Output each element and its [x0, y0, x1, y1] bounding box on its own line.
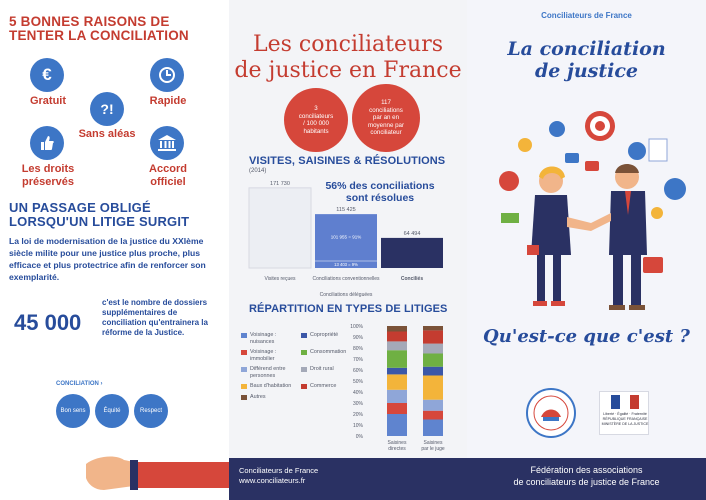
stack-segment-1-8 — [423, 326, 443, 330]
hand-shape — [86, 457, 134, 490]
stack-category-label2-0: directes — [388, 446, 406, 452]
stack-segment-0-7 — [387, 332, 407, 342]
reason-droits-preserves: Les droits préservés — [21, 163, 75, 188]
legend-label: Autres — [250, 393, 266, 400]
stack-segment-0-5 — [387, 350, 407, 368]
bubble-respect[interactable]: Respect — [134, 394, 168, 428]
stack-segment-1-2 — [423, 400, 443, 411]
briefcase-icon — [643, 257, 663, 273]
legend-item — [241, 394, 301, 401]
handshake-illustration — [487, 105, 697, 315]
stack-segment-0-6 — [387, 341, 407, 350]
visits-bar-chart — [243, 180, 455, 298]
list-icon — [499, 171, 519, 191]
legend-swatch — [301, 384, 307, 389]
bar-category-label-1: Conciliations conventionnelles — [312, 276, 380, 282]
legend-label: Copropriété — [310, 332, 339, 338]
document-icon — [649, 139, 667, 161]
legend-swatch — [241, 333, 247, 338]
stack-category-label-0: Saisines — [387, 440, 407, 446]
panel-stats — [229, 0, 467, 500]
footer-org-name: Conciliateurs de France — [239, 466, 319, 475]
stack-ytick-label-1: 90% — [352, 335, 363, 341]
section2-title: RÉPARTITION EN TYPES DE LITIGES — [249, 303, 448, 315]
bar-sub-label: Conciliations déléguées — [319, 292, 373, 298]
stats-footer — [229, 458, 467, 500]
stack-segment-0-2 — [387, 390, 407, 403]
law-text: La loi de modernisation de la justice du XXIème siècle milite pour une justice plus proche, plus efficace et plus protectrice afin de renforcer son exemplarité. — [9, 236, 206, 282]
stack-ytick-label-10: 0% — [355, 434, 363, 440]
stack-category-label2-1: par le juge — [421, 446, 445, 452]
stack-ytick-label-8: 20% — [352, 412, 363, 418]
stack-segment-1-7 — [423, 330, 443, 343]
conciliation-link[interactable]: CONCILIATION › — [56, 381, 103, 387]
stack-segment-1-1 — [423, 411, 443, 420]
federation-seal-logo — [525, 387, 577, 439]
bubble-equite[interactable]: Équité — [95, 394, 129, 428]
reason-rapide: Rapide — [149, 95, 187, 107]
legend-item — [241, 332, 301, 345]
stack-ytick-label-6: 40% — [352, 390, 363, 396]
legend-label: Consommation — [310, 349, 347, 355]
big-number-text: c'est le nombre de dossiers supplémentaires de conciliation qu'entrainera la réforme de la Justice. — [102, 298, 208, 337]
bar-category-label-2: Conciliés — [400, 276, 424, 282]
stack-segment-1-6 — [423, 344, 443, 354]
sleeve-shape — [134, 462, 229, 488]
bar-value-label-1: 115 425 — [336, 207, 356, 214]
stack-segment-1-0 — [423, 420, 443, 437]
stack-ytick-label-5: 50% — [352, 379, 363, 385]
chat-icon — [565, 153, 579, 163]
stats-title: Les conciliateurs de justice en France — [234, 32, 462, 83]
stack-segment-0-1 — [387, 403, 407, 414]
resolution-headline: 56% des conciliations sont résolues — [325, 180, 435, 204]
thumbs-up-icon — [30, 126, 64, 160]
stack-segment-1-4 — [423, 367, 443, 376]
section1-title: VISITES, SAISINES & RÉSOLUTIONS — [249, 155, 446, 167]
gear-icon — [651, 207, 663, 219]
money-icon — [501, 213, 519, 223]
bar-inner-label-1: 13 403 = 9% — [334, 262, 358, 267]
ministry-text: Liberté · Égalité · Fraternité RÉPUBLIQUE FRANÇAISE MINISTÈRE DE LA JUSTICE — [601, 412, 649, 426]
panel-reasons — [0, 0, 229, 500]
passage-title: UN PASSAGE OBLIGÉ LORSQU'UN LITIGE SURGIT — [9, 200, 190, 229]
legend-swatch — [241, 367, 247, 372]
courthouse-icon — [150, 126, 184, 160]
chart-icon — [628, 142, 646, 160]
panel-cover — [467, 0, 706, 500]
cover-title: La conciliation de justice — [507, 38, 666, 82]
reason-sans-aleas: Sans aléas — [78, 128, 136, 140]
stack-category-label-1: Saisines — [423, 440, 443, 446]
bar-value-label-0: 171 730 — [270, 180, 290, 187]
section1-year: (2014) — [249, 168, 267, 174]
stack-segment-0-4 — [387, 368, 407, 375]
stack-ytick-label-3: 70% — [352, 357, 363, 363]
litiges-stacked-chart — [347, 318, 459, 456]
stack-segment-1-5 — [423, 354, 443, 367]
stack-ytick-label-9: 10% — [352, 423, 363, 429]
legend-swatch — [301, 333, 307, 338]
legend-item — [241, 349, 301, 362]
org-header: Conciliateurs de France — [541, 11, 632, 20]
bar-inner-label-0: 101 955 = 91% — [330, 234, 362, 240]
legend-label: Voisinage : nuisances — [250, 332, 277, 345]
stack-ytick-label-2: 80% — [352, 346, 363, 352]
legend-swatch — [241, 384, 247, 389]
cover-footer: Fédération des associations de conciliateurs de justice de France — [467, 458, 706, 500]
bar-0 — [249, 188, 311, 268]
legend-label: Baux d'habitation — [250, 383, 292, 389]
reasons-title: 5 BONNES RAISONS DE TENTER LA CONCILIATION — [9, 14, 189, 43]
stack-segment-0-8 — [387, 326, 407, 332]
legend-swatch — [241, 350, 247, 355]
ministry-logo — [599, 391, 649, 435]
footer-url[interactable]: www.conciliateurs.fr — [239, 476, 306, 485]
legend-label: Droit rural — [310, 366, 334, 372]
legend-swatch — [241, 395, 247, 400]
legend-label: Différend entre personnes — [250, 366, 286, 379]
monitor-icon — [664, 178, 686, 200]
reason-gratuit: Gratuit — [29, 95, 67, 107]
reason-accord-officiel: Accord officiel — [149, 163, 187, 188]
stack-ytick-label-4: 60% — [352, 368, 363, 374]
legend-item — [241, 366, 301, 379]
handshake-hands — [567, 213, 611, 231]
question-mark-icon: ?! — [90, 92, 124, 126]
stat-circle-density: 3 conciliateurs / 100 000 habitants — [284, 88, 348, 152]
legend-label: Voisinage : immobilier — [250, 349, 277, 362]
bar-category-label-0: Visites reçues — [264, 276, 296, 282]
bubble-bon-sens[interactable]: Bon sens — [56, 394, 90, 428]
bar-1 — [315, 214, 377, 268]
handshake-arm-illustration — [0, 448, 229, 500]
stack-ytick-label-7: 30% — [352, 401, 363, 407]
chat2-icon — [585, 161, 599, 171]
calculator-icon — [527, 245, 539, 255]
litiges-legend — [241, 332, 361, 404]
bar-value-label-2: 64 494 — [403, 230, 421, 237]
cuff-shape — [130, 460, 138, 490]
big-number: 45 000 — [14, 310, 82, 335]
clock-icon — [150, 58, 184, 92]
stack-segment-0-3 — [387, 374, 407, 389]
legend-item — [241, 383, 301, 390]
lightbulb-icon — [518, 138, 532, 152]
stack-segment-1-3 — [423, 376, 443, 400]
bar-2 — [381, 238, 443, 268]
stack-segment-0-0 — [387, 414, 407, 436]
legend-swatch — [301, 367, 307, 372]
stat-circle-average: 117 conciliations par an en moyenne par conciliateur — [352, 84, 420, 152]
question-text: Qu'est-ce que c'est ? — [483, 326, 690, 347]
french-flag-icon — [611, 395, 639, 409]
euro-coin-icon: € — [30, 58, 64, 92]
legend-swatch — [301, 350, 307, 355]
world-icon — [549, 121, 565, 137]
legend-label: Commerce — [310, 383, 337, 389]
stack-ytick-label-0: 100% — [350, 324, 363, 330]
